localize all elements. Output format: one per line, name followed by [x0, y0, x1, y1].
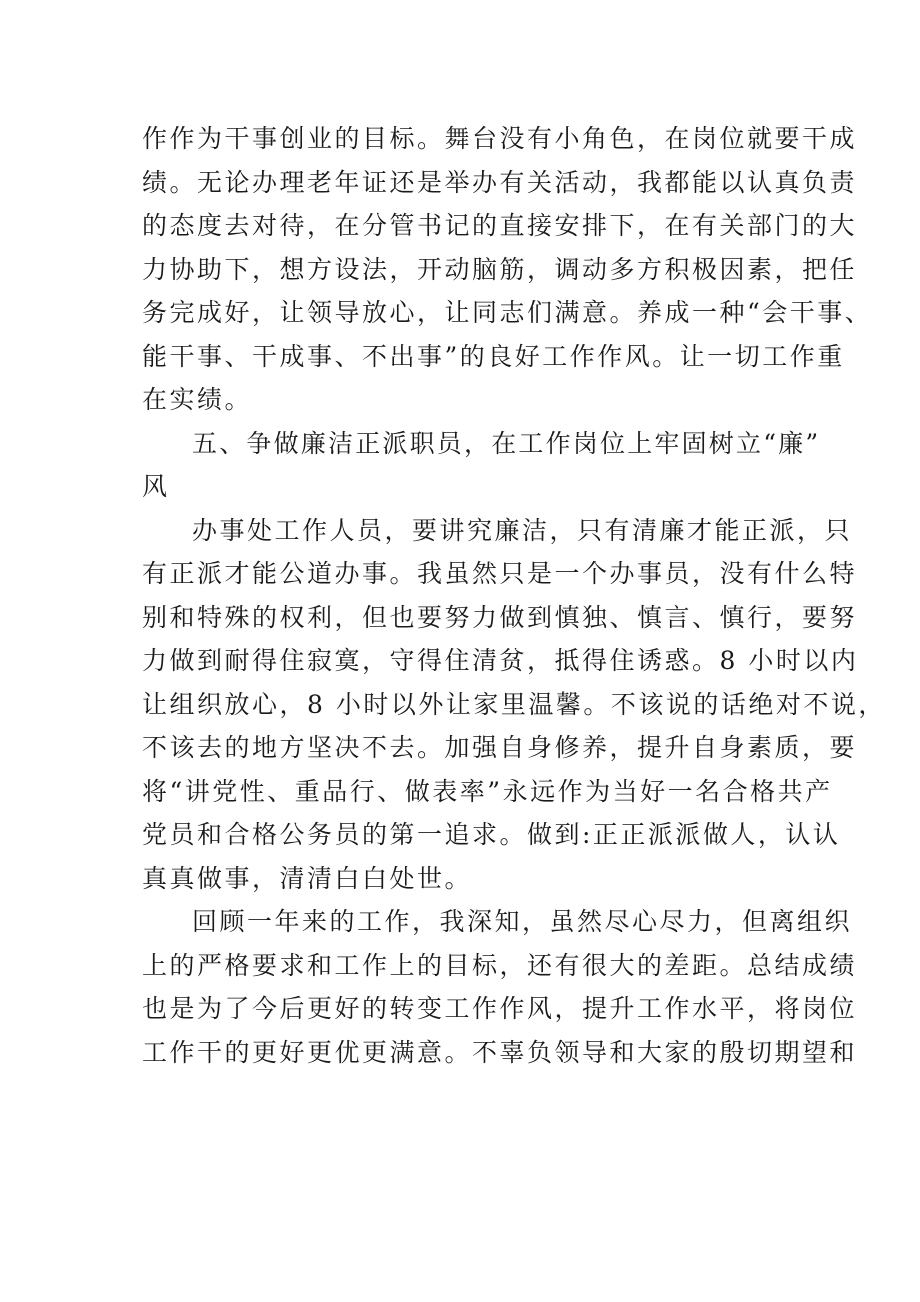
text-line: 工作干的更好更优更满意。不辜负领导和大家的殷切期望和 [142, 1037, 858, 1067]
text-line: 作作为干事创业的目标。舞台没有小角色，在岗位就要干成 [142, 124, 858, 153]
text-line: 的态度去对待，在分管书记的直接安排下，在有关部门的大 [142, 211, 858, 240]
heading-line: 风 [142, 472, 170, 501]
text-line: 也是为了今后更好的转变工作作风，提升工作水平，将岗位 [142, 994, 858, 1023]
document-body [142, 117, 886, 1074]
text-line: 力协助下，想方设法，开动脑筋，调动多方积极因素，把任 [142, 254, 858, 284]
text-line: 能干事、干成事、不出事”的良好工作作风。让一切工作重 [142, 341, 845, 371]
text-line: 别和特殊的权利，但也要努力做到慎独、慎言、慎行，要努 [142, 602, 858, 632]
text-line: 绩。无论办理老年证还是举办有关活动，我都能以认真负责 [142, 167, 858, 197]
text-line: 办事处工作人员，要讲究廉洁，只有清廉才能正派，只 [192, 515, 853, 545]
paragraph-achievements [142, 117, 873, 422]
text-line: 务完成好，让领导放心，让同志们满意。养成一种“会干事、 [142, 298, 873, 327]
text-line: 真真做事，清清白白处世。 [142, 863, 473, 893]
text-line: 将“讲党性、重品行、做表率”永远作为当好一名合格共产 [142, 776, 833, 806]
text-line: 在实绩。 [142, 385, 253, 414]
text-line: 力做到耐得住寂寞，守得住清贫，抵得住诱惑。8 小时以内 [142, 646, 859, 675]
text-line: 党员和合格公务员的第一追求。做到:正正派派做人，认认 [142, 820, 841, 849]
text-line: 上的严格要求和工作上的目标，还有很大的差距。总结成绩 [142, 950, 858, 980]
section-heading-five [142, 422, 821, 509]
paragraph-integrity [142, 509, 886, 901]
text-line: 回顾一年来的工作，我深知，虽然尽心尽力，但离组织 [192, 907, 853, 936]
text-line: 有正派才能公道办事。我虽然只是一个办事员，没有什么特 [142, 559, 858, 588]
text-line: 让组织放心，8 小时以外让家里温馨。不该说的话绝对不说， [142, 689, 886, 719]
paragraph-review [142, 900, 858, 1074]
heading-line: 五、争做廉洁正派职员，在工作岗位上牢固树立“廉” [192, 428, 821, 458]
text-line: 不该去的地方坚决不去。加强自身修养，提升自身素质，要 [142, 733, 858, 762]
